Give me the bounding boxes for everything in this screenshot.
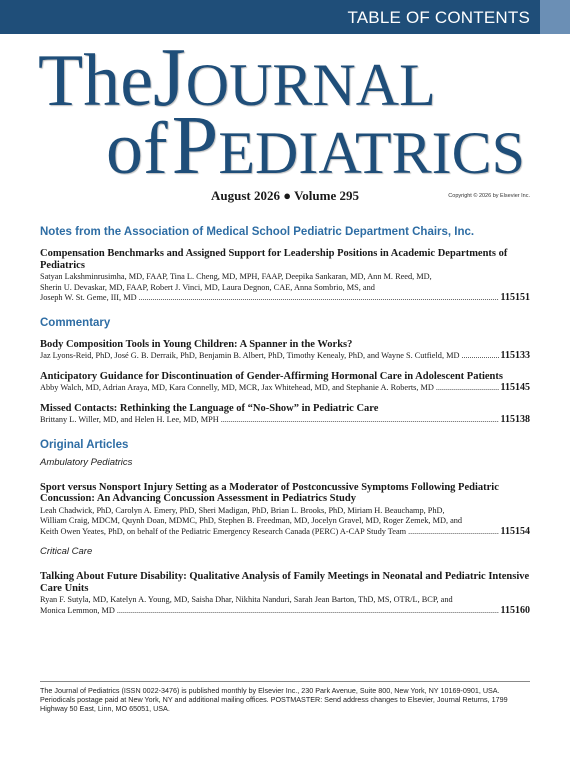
article-title[interactable]: Missed Contacts: Rethinking the Language of “No-Show” in Pediatric Care [40,402,379,414]
article-title[interactable]: Anticipatory Guidance for Discontinuation of Gender-Affirming Hormonal Care in Adolescent Patients [40,370,503,382]
top-banner [0,0,570,34]
leader-dots [139,293,499,304]
toc-entry[interactable] [40,482,530,538]
page-number: 115145 [500,382,530,393]
author-line: Keith Owen Yeates, PhD, on behalf of the Pediatric Emergency Research Canada (PERC) A-CAP Study Team [40,526,407,536]
author-line: William Craig, MDCM, Quynh Doan, MDMC, PhD, Stephen B. Freedman, MD, Jocelyn Gravel, MD, Roger Zemek, MD, and [40,516,463,525]
article-authors [40,383,530,394]
corner-tab [540,0,570,34]
copyright-notice: Copyright © 2026 by Elsevier Inc. [448,193,530,199]
masthead-journal-initial: J [153,31,186,124]
article-authors [40,506,530,538]
article-title[interactable]: Sport versus Nonsport Injury Setting as a Moderator of Postconcussive Symptoms Following Pediatric Concussion: An Advancing Concussion Assessment in Pediatrics Study [40,481,499,504]
author-line-with-page [40,415,530,426]
masthead-pediatrics-rest: EDIATRICS [218,120,526,186]
article-title[interactable]: Compensation Benchmarks and Assigned Support for Leadership Positions in Academic Departments of Pediatrics [40,248,508,271]
toc-entry[interactable] [40,339,530,362]
section-heading-original-articles: Original Articles [40,438,129,451]
leader-dots [461,351,498,362]
journal-masthead [38,31,538,192]
masthead-line-2 [106,99,526,192]
author-line: Brittany L. Willer, MD, and Helen H. Lee, MD, MPH [40,415,219,424]
author-line: Satyan Lakshminrusimha, MD, FAAP, Tina L. Cheng, MD, MPH, FAAP, Deepika Sankaran, MD, Ann M. Reed, MD, [40,272,432,281]
section-heading-commentary: Commentary [40,316,111,329]
leader-dots [436,383,499,394]
author-line: Monica Lemmon, MD [40,605,115,615]
leader-dots [117,606,499,617]
article-title[interactable]: Body Composition Tools in Young Children: A Spanner in the Works? [40,338,353,350]
page-number: 115133 [500,350,530,361]
leader-dots [408,527,498,538]
article-authors [40,272,530,304]
author-line: Leah Chadwick, PhD, Carolyn A. Emery, PhD, Sheri Madigan, PhD, Brian L. Brooks, PhD, Miriam H. Beauchamp, PhD, [40,505,445,515]
issue-date-volume: August 2026 ● Volume 295 [211,188,359,203]
publisher-footer: The Journal of Pediatrics (ISSN 0022-3476) is published monthly by Elsevier Inc., 230 Park Avenue, Suite 800, New York, NY 10169-0901, USA. Periodicals postage paid at New York, NY and additional mailing offices. POSTMASTER: Send address changes to Elsevier, Journal Returns, 1799 Highway 50 East, Linn, MO 65051, USA. [40,686,508,714]
page-number: 115151 [500,292,530,303]
author-line: Joseph W. St. Geme, III, MD [40,293,137,302]
toc-entry[interactable] [40,248,530,304]
masthead-the: The [38,40,154,122]
toc-entry[interactable] [40,371,530,394]
article-authors [40,595,530,616]
table-of-contents [40,226,530,625]
author-line-with-page [40,606,530,617]
subsection-heading-ambulatory: Ambulatory Pediatrics [40,456,133,468]
article-authors [40,415,530,426]
author-line-with-page [40,293,530,304]
subsection-heading-critical-care: Critical Care [40,546,93,557]
toc-entry[interactable] [40,571,530,616]
section-heading-notes: Notes from the Association of Medical School Pediatric Department Chairs, Inc. [40,226,475,238]
article-authors [40,351,530,362]
author-line-with-page [40,527,530,538]
author-line: Ryan F. Sutyla, MD, Katelyn A. Young, MD, Saisha Dhar, Nikhita Nanduri, Sarah Jean Barton, ThD, MS, OTR/L, BCP, and [40,595,453,604]
leader-dots [221,415,499,426]
toc-entry[interactable] [40,403,530,426]
page-number: 115160 [500,604,530,616]
section-label: TABLE OF CONTENTS [347,8,530,27]
masthead-pediatrics-initial: P [171,99,219,192]
author-line: Sherin U. Devaskar, MD, FAAP, Robert J. Vinci, MD, Laura Degnon, CAE, Anna Sombrio, MS, and [40,282,375,292]
masthead-of: of [106,108,168,190]
page-number: 115154 [500,525,530,537]
article-title[interactable]: Talking About Future Disability: Qualitative Analysis of Family Meetings in Neonatal and Pediatric Intensive Care Units [40,571,530,594]
author-line: Jaz Lyons-Reid, PhD, José G. B. Derraik, PhD, Benjamin B. Albert, PhD, Timothy Kenealy, PhD, and Wayne S. Cutfield, MD [40,351,460,360]
author-line-with-page [40,351,530,362]
author-line: Abby Walch, MD, Adrian Araya, MD, Kara Connelly, MD, MCR, Jax Whitehead, MD, and Stephanie A. Roberts, MD [40,383,434,392]
footer-divider [40,681,530,682]
page-number: 115138 [500,414,530,425]
masthead-journal-rest: OURNAL [185,52,436,118]
author-line-with-page [40,383,530,394]
